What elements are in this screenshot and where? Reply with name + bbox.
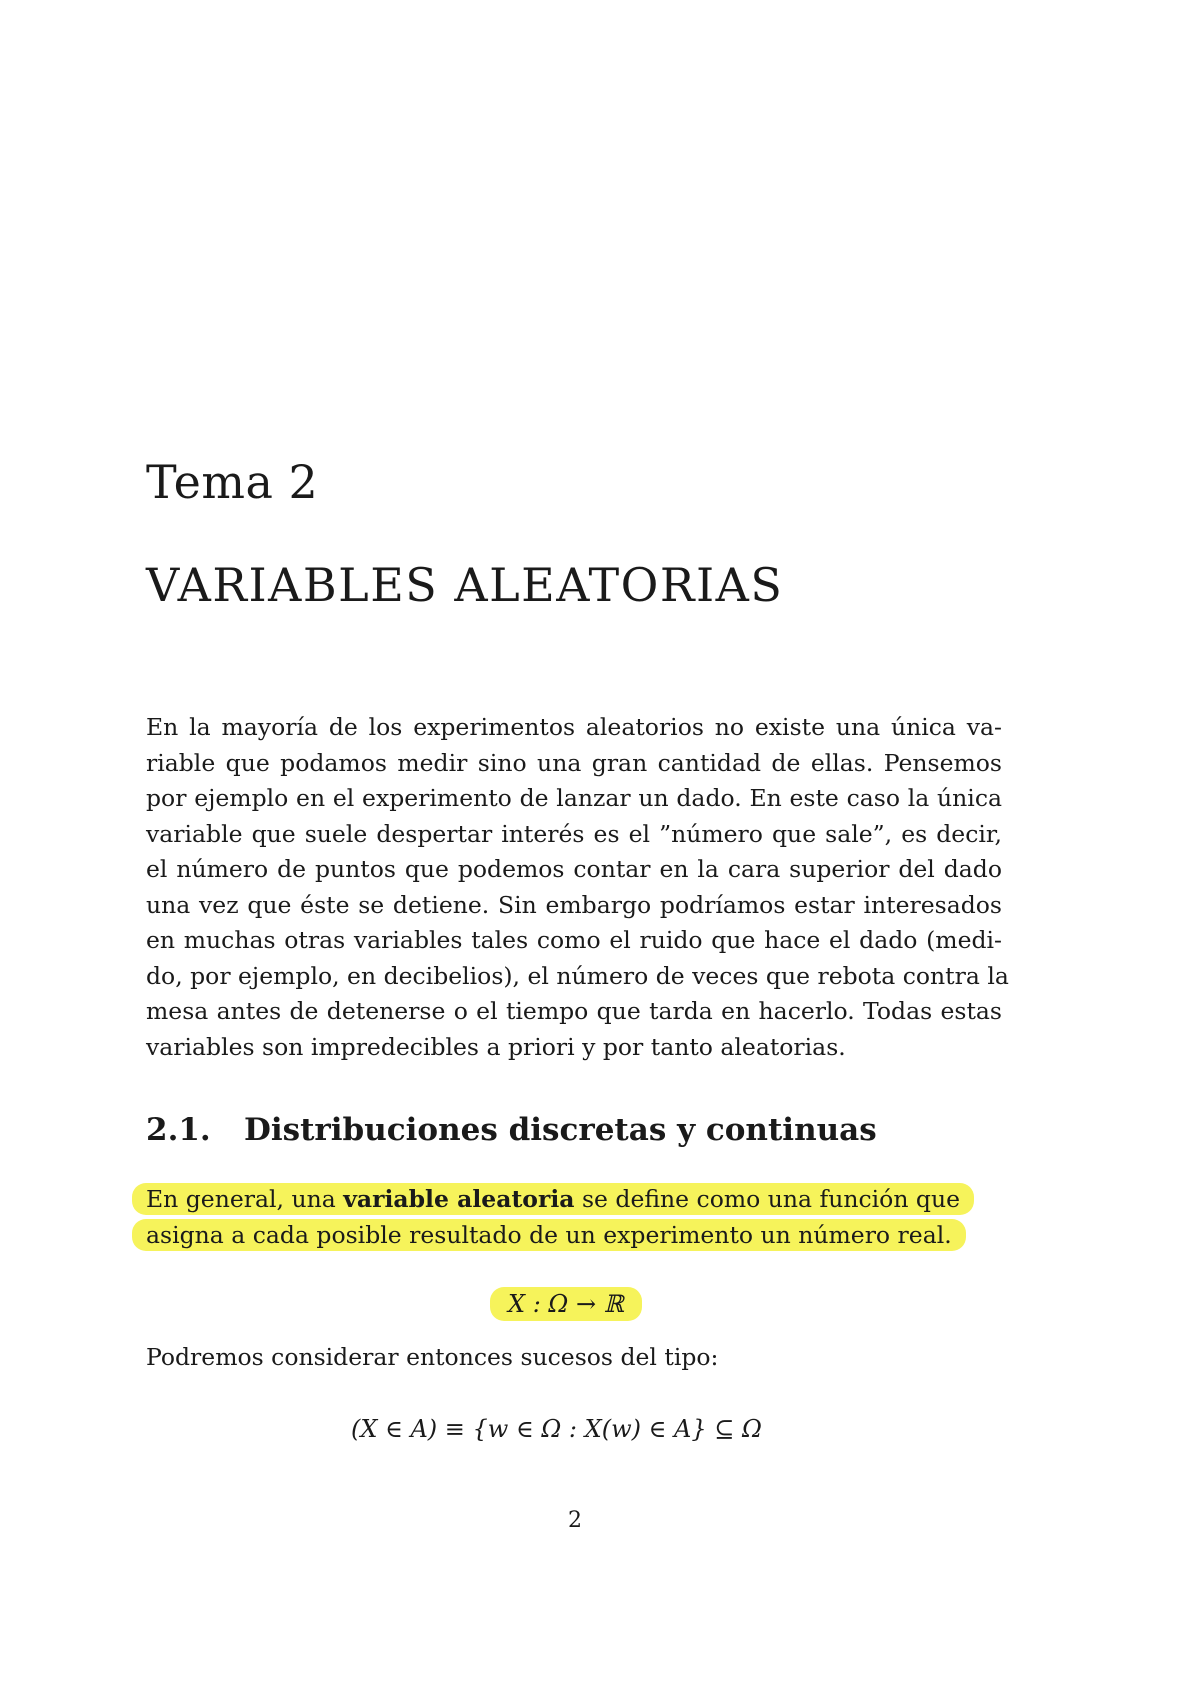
highlight-mark bbox=[132, 1219, 966, 1251]
formula-mapping: X : Ω → ℝ bbox=[490, 1287, 642, 1321]
intro-line: el número de puntos que podemos contar en la cara superior del dado bbox=[146, 855, 1002, 883]
page-number: 2 bbox=[568, 1508, 582, 1533]
formula-event: (X ∈ A) ≡ {w ∈ Ω : X(w) ∈ A} ⊆ Ω bbox=[351, 1415, 762, 1443]
definition-paragraph bbox=[146, 1182, 1002, 1253]
section-title: Distribuciones discretas y continuas bbox=[244, 1112, 877, 1148]
section-number: 2.1. bbox=[146, 1112, 211, 1148]
body-text: Podremos considerar entonces sucesos del tipo: bbox=[146, 1343, 719, 1371]
intro-line: por ejemplo en el experimento de lanzar un dado. En este caso la única bbox=[146, 784, 1002, 812]
intro-line: en muchas otras variables tales como el ruido que hace el dado (medi- bbox=[146, 926, 1002, 954]
intro-line: do, por ejemplo, en decibelios), el número de veces que rebota contra la bbox=[146, 961, 1009, 990]
section-heading bbox=[146, 1112, 877, 1148]
intro-line: variable que suele despertar interés es el ”número que sale”, es decir, bbox=[146, 819, 1002, 848]
intro-line: una vez que éste se detiene. Sin embargo podríamos estar interesados bbox=[146, 890, 1002, 919]
definition-text: se define como una función que bbox=[574, 1185, 961, 1213]
chapter-label: Tema 2 bbox=[146, 455, 319, 509]
intro-line: riable que podamos medir sino una gran cantidad de ellas. Pensemos bbox=[146, 748, 1002, 777]
definition-line-1 bbox=[146, 1182, 1002, 1218]
definition-text: En general, una bbox=[146, 1185, 344, 1213]
intro-paragraph bbox=[146, 710, 1009, 1065]
intro-line: En la mayoría de los experimentos aleatorios no existe una única va- bbox=[146, 713, 1002, 741]
intro-line: mesa antes de detenerse o el tiempo que tarda en hacerlo. Todas estas bbox=[146, 997, 1002, 1025]
intro-line: variables son impredecibles a priori y por tanto aleatorias. bbox=[146, 1032, 846, 1061]
chapter-title: VARIABLES ALEATORIAS bbox=[146, 558, 784, 612]
definition-text: asigna a cada posible resultado de un experimento un número real. bbox=[146, 1220, 952, 1249]
highlight-mark bbox=[132, 1183, 974, 1215]
term-bold: variable aleatoria bbox=[343, 1185, 575, 1213]
definition-line-2 bbox=[146, 1218, 1002, 1254]
